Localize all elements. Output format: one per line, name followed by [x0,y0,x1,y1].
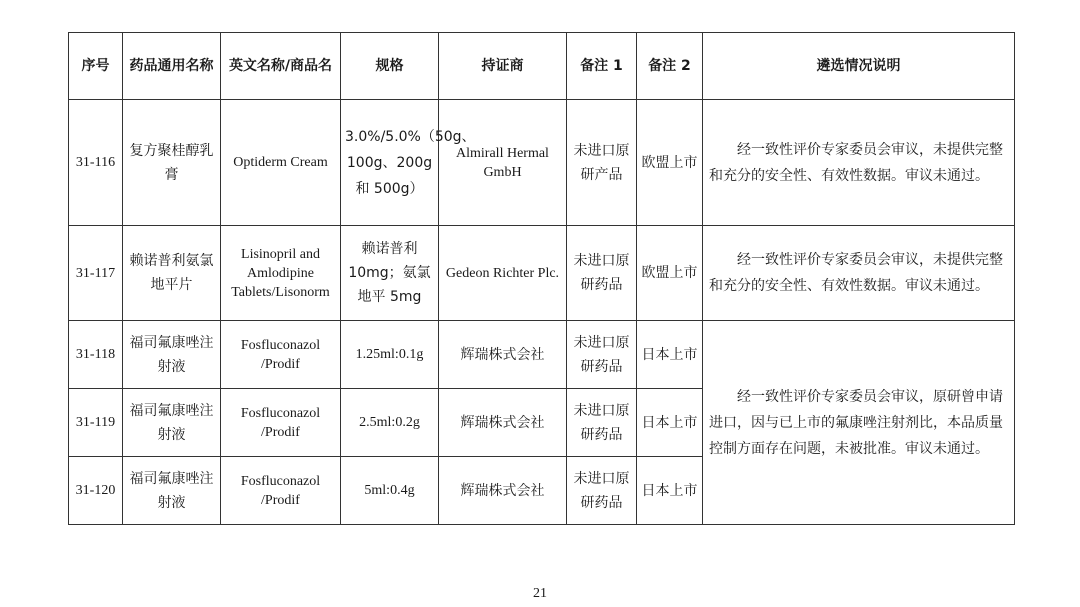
row-holder: 辉瑞株式会社 [439,389,567,457]
row-note2: 日本上市 [637,457,703,525]
row-note2: 日本上市 [637,321,703,389]
drug-table [68,32,1015,525]
header-cell: 遴选情况说明 [703,33,1015,100]
row-note1: 未进口原研产品 [567,100,637,226]
remark-text: 经一致性评价专家委员会审议，原研曾申请进口，因与已上市的氟康唑注射剂比，本品质量控制方面存在问题，未被批准。审议未通过。 [709,388,1003,457]
row-english: Fosfluconazol /Prodif [221,321,341,389]
row-note1: 未进口原研药品 [567,226,637,321]
row-spec: 3.0%/5.0%（50g、100g、200g 和 500g） [341,100,439,226]
row-english: Fosfluconazol /Prodif [221,457,341,525]
table-row [69,226,1015,321]
row-spec: 赖诺普利 10mg；氨氯地平 5mg [341,226,439,321]
row-id: 31-116 [69,100,123,226]
remark-text: 经一致性评价专家委员会审议，未提供完整和充分的安全性、有效性数据。审议未通过。 [709,252,1003,294]
row-english: Fosfluconazol /Prodif [221,389,341,457]
row-name: 福司氟康唑注射液 [123,457,221,525]
table-row [69,100,1015,226]
row-english: Lisinopril and Amlodipine Tablets/Lisonorm [221,226,341,321]
row-id: 31-117 [69,226,123,321]
row-note1: 未进口原研药品 [567,389,637,457]
row-remark [703,226,1015,321]
header-cell: 备注 2 [637,33,703,100]
row-holder: 辉瑞株式会社 [439,321,567,389]
header-cell: 药品通用名称 [123,33,221,100]
row-english: Optiderm Cream [221,100,341,226]
row-id: 31-120 [69,457,123,525]
row-spec: 1.25ml:0.1g [341,321,439,389]
remark-text: 经一致性评价专家委员会审议，未提供完整和充分的安全性、有效性数据。审议未通过。 [709,141,1003,184]
merged-remark [703,321,1015,525]
row-holder: Almirall Hermal GmbH [439,100,567,226]
row-spec: 2.5ml:0.2g [341,389,439,457]
row-name: 福司氟康唑注射液 [123,321,221,389]
row-holder: 辉瑞株式会社 [439,457,567,525]
page-number: 21 [533,586,547,601]
row-note2: 欧盟上市 [637,100,703,226]
row-spec: 5ml:0.4g [341,457,439,525]
row-id: 31-118 [69,321,123,389]
row-name: 赖诺普利氨氯地平片 [123,226,221,321]
header-cell: 持证商 [439,33,567,100]
row-remark [703,100,1015,226]
row-note2: 欧盟上市 [637,226,703,321]
row-id: 31-119 [69,389,123,457]
row-note1: 未进口原研药品 [567,457,637,525]
header-cell: 备注 1 [567,33,637,100]
row-name: 复方聚桂醇乳膏 [123,100,221,226]
header-cell: 序号 [69,33,123,100]
table-row [69,321,1015,389]
header-row [69,33,1015,100]
row-note2: 日本上市 [637,389,703,457]
row-note1: 未进口原研药品 [567,321,637,389]
header-cell: 英文名称/商品名 [221,33,341,100]
header-cell: 规格 [341,33,439,100]
row-holder: Gedeon Richter Plc. [439,226,567,321]
row-name: 福司氟康唑注射液 [123,389,221,457]
